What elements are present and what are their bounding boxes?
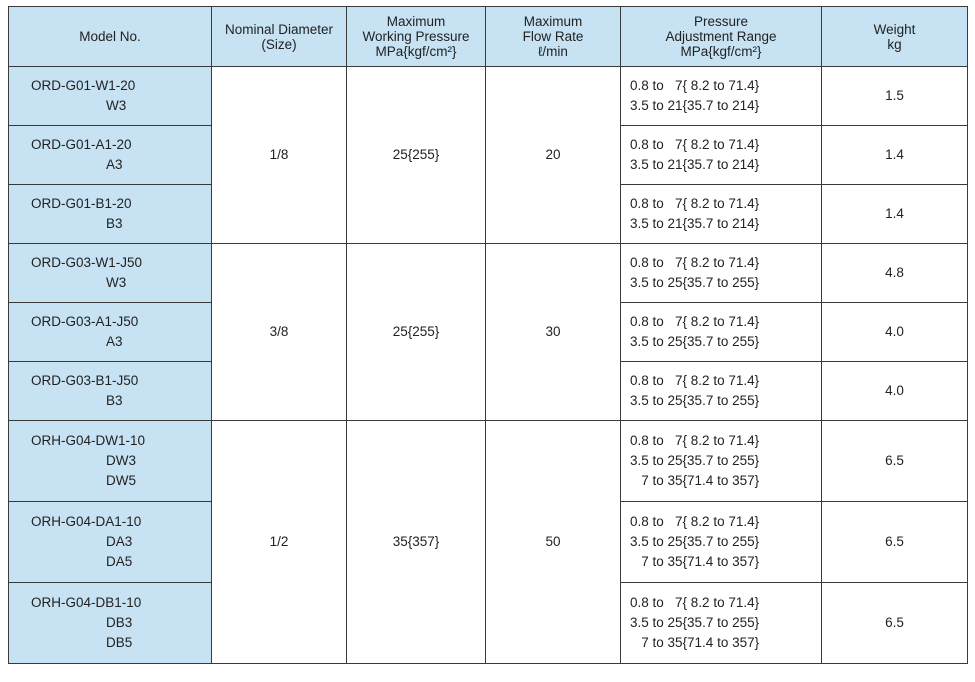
- pressure-range-line: 7 to 35{71.4 to 357}: [630, 473, 760, 488]
- model-variant: DB5: [106, 635, 133, 650]
- pressure-range-cell: [621, 303, 822, 362]
- nominal-diameter-cell: 3/8: [212, 244, 347, 421]
- table-row: [9, 67, 968, 126]
- model-variant: W3: [106, 98, 127, 113]
- model-variant: DW5: [106, 473, 136, 488]
- pressure-range-line: 3.5 to 25{35.7 to 255}: [630, 334, 760, 349]
- model-variant: DA5: [106, 554, 133, 569]
- weight-cell: 6.5: [822, 502, 968, 583]
- model-cell: [9, 502, 212, 583]
- pressure-range-line: 0.8 to 7{ 8.2 to 71.4}: [630, 78, 760, 93]
- header-max-working-pressure: Maximum Working Pressure MPa{kgf/cm²}: [347, 7, 486, 67]
- model-number: ORD-G01-A1-20: [31, 137, 132, 152]
- header-weight: Weight kg: [822, 7, 968, 67]
- model-number: ORH-G04-DB1-10: [31, 595, 142, 610]
- model-number: ORH-G04-DW1-10: [31, 433, 146, 448]
- pressure-range-line: 3.5 to 25{35.7 to 255}: [630, 615, 760, 630]
- header-row: [9, 7, 968, 67]
- model-cell: [9, 583, 212, 664]
- pressure-range-cell: [621, 362, 822, 421]
- model-cell: [9, 126, 212, 185]
- model-number: ORD-G01-W1-20: [31, 78, 136, 93]
- header-model: Model No.: [9, 7, 212, 67]
- model-variant: DW3: [106, 453, 136, 468]
- weight-cell: 1.4: [822, 185, 968, 244]
- header-max-flow-rate: Maximum Flow Rate ℓ/min: [486, 7, 621, 67]
- model-variant: DB3: [106, 615, 133, 630]
- model-number: ORD-G03-A1-J50: [31, 314, 139, 329]
- model-variant: B3: [106, 216, 123, 231]
- table-row: [9, 244, 968, 303]
- model-number: ORD-G03-W1-J50: [31, 255, 143, 270]
- pressure-range-line: 3.5 to 21{35.7 to 214}: [630, 98, 760, 113]
- pressure-range-cell: [621, 67, 822, 126]
- model-variant: B3: [106, 393, 123, 408]
- pressure-range-cell: [621, 421, 822, 502]
- weight-cell: 6.5: [822, 421, 968, 502]
- model-variant: W3: [106, 275, 127, 290]
- max-flow-rate-cell: 30: [486, 244, 621, 421]
- pressure-range-line: 0.8 to 7{ 8.2 to 71.4}: [630, 137, 760, 152]
- pressure-range-line: 0.8 to 7{ 8.2 to 71.4}: [630, 196, 760, 211]
- max-working-pressure-cell: 35{357}: [347, 421, 486, 664]
- model-cell: [9, 362, 212, 421]
- pressure-range-line: 3.5 to 25{35.7 to 255}: [630, 275, 760, 290]
- pressure-range-line: 0.8 to 7{ 8.2 to 71.4}: [630, 514, 760, 529]
- max-flow-rate-cell: 50: [486, 421, 621, 664]
- pressure-range-line: 7 to 35{71.4 to 357}: [630, 635, 760, 650]
- pressure-range-line: 0.8 to 7{ 8.2 to 71.4}: [630, 373, 760, 388]
- model-number: ORH-G04-DA1-10: [31, 514, 142, 529]
- pressure-range-line: 3.5 to 21{35.7 to 214}: [630, 216, 760, 231]
- table-row: [9, 421, 968, 502]
- weight-cell: 1.4: [822, 126, 968, 185]
- pressure-range-line: 0.8 to 7{ 8.2 to 71.4}: [630, 595, 760, 610]
- pressure-range-cell: [621, 502, 822, 583]
- pressure-range-line: 3.5 to 21{35.7 to 214}: [630, 157, 760, 172]
- max-working-pressure-cell: 25{255}: [347, 244, 486, 421]
- header-pressure-adjustment-range: Pressure Adjustment Range MPa{kgf/cm²}: [621, 7, 822, 67]
- model-cell: [9, 303, 212, 362]
- model-variant: DA3: [106, 534, 133, 549]
- pressure-range-line: 3.5 to 25{35.7 to 255}: [630, 393, 760, 408]
- pressure-range-cell: [621, 185, 822, 244]
- max-working-pressure-cell: 25{255}: [347, 67, 486, 244]
- pressure-range-line: 0.8 to 7{ 8.2 to 71.4}: [630, 433, 760, 448]
- model-cell: [9, 185, 212, 244]
- weight-cell: 4.0: [822, 303, 968, 362]
- model-number: ORD-G03-B1-J50: [31, 373, 139, 388]
- pressure-range-line: 0.8 to 7{ 8.2 to 71.4}: [630, 314, 760, 329]
- model-variant: A3: [106, 157, 123, 172]
- weight-cell: 4.8: [822, 244, 968, 303]
- spec-table: [8, 6, 968, 664]
- pressure-range-line: 3.5 to 25{35.7 to 255}: [630, 534, 760, 549]
- pressure-range-cell: [621, 126, 822, 185]
- pressure-range-line: 0.8 to 7{ 8.2 to 71.4}: [630, 255, 760, 270]
- model-variant: A3: [106, 334, 123, 349]
- nominal-diameter-cell: 1/2: [212, 421, 347, 664]
- pressure-range-line: 3.5 to 25{35.7 to 255}: [630, 453, 760, 468]
- model-cell: [9, 421, 212, 502]
- model-number: ORD-G01-B1-20: [31, 196, 132, 211]
- weight-cell: 1.5: [822, 67, 968, 126]
- pressure-range-line: 7 to 35{71.4 to 357}: [630, 554, 760, 569]
- max-flow-rate-cell: 20: [486, 67, 621, 244]
- weight-cell: 4.0: [822, 362, 968, 421]
- pressure-range-cell: [621, 583, 822, 664]
- model-cell: [9, 244, 212, 303]
- model-cell: [9, 67, 212, 126]
- header-nominal-diameter: Nominal Diameter (Size): [212, 7, 347, 67]
- nominal-diameter-cell: 1/8: [212, 67, 347, 244]
- weight-cell: 6.5: [822, 583, 968, 664]
- pressure-range-cell: [621, 244, 822, 303]
